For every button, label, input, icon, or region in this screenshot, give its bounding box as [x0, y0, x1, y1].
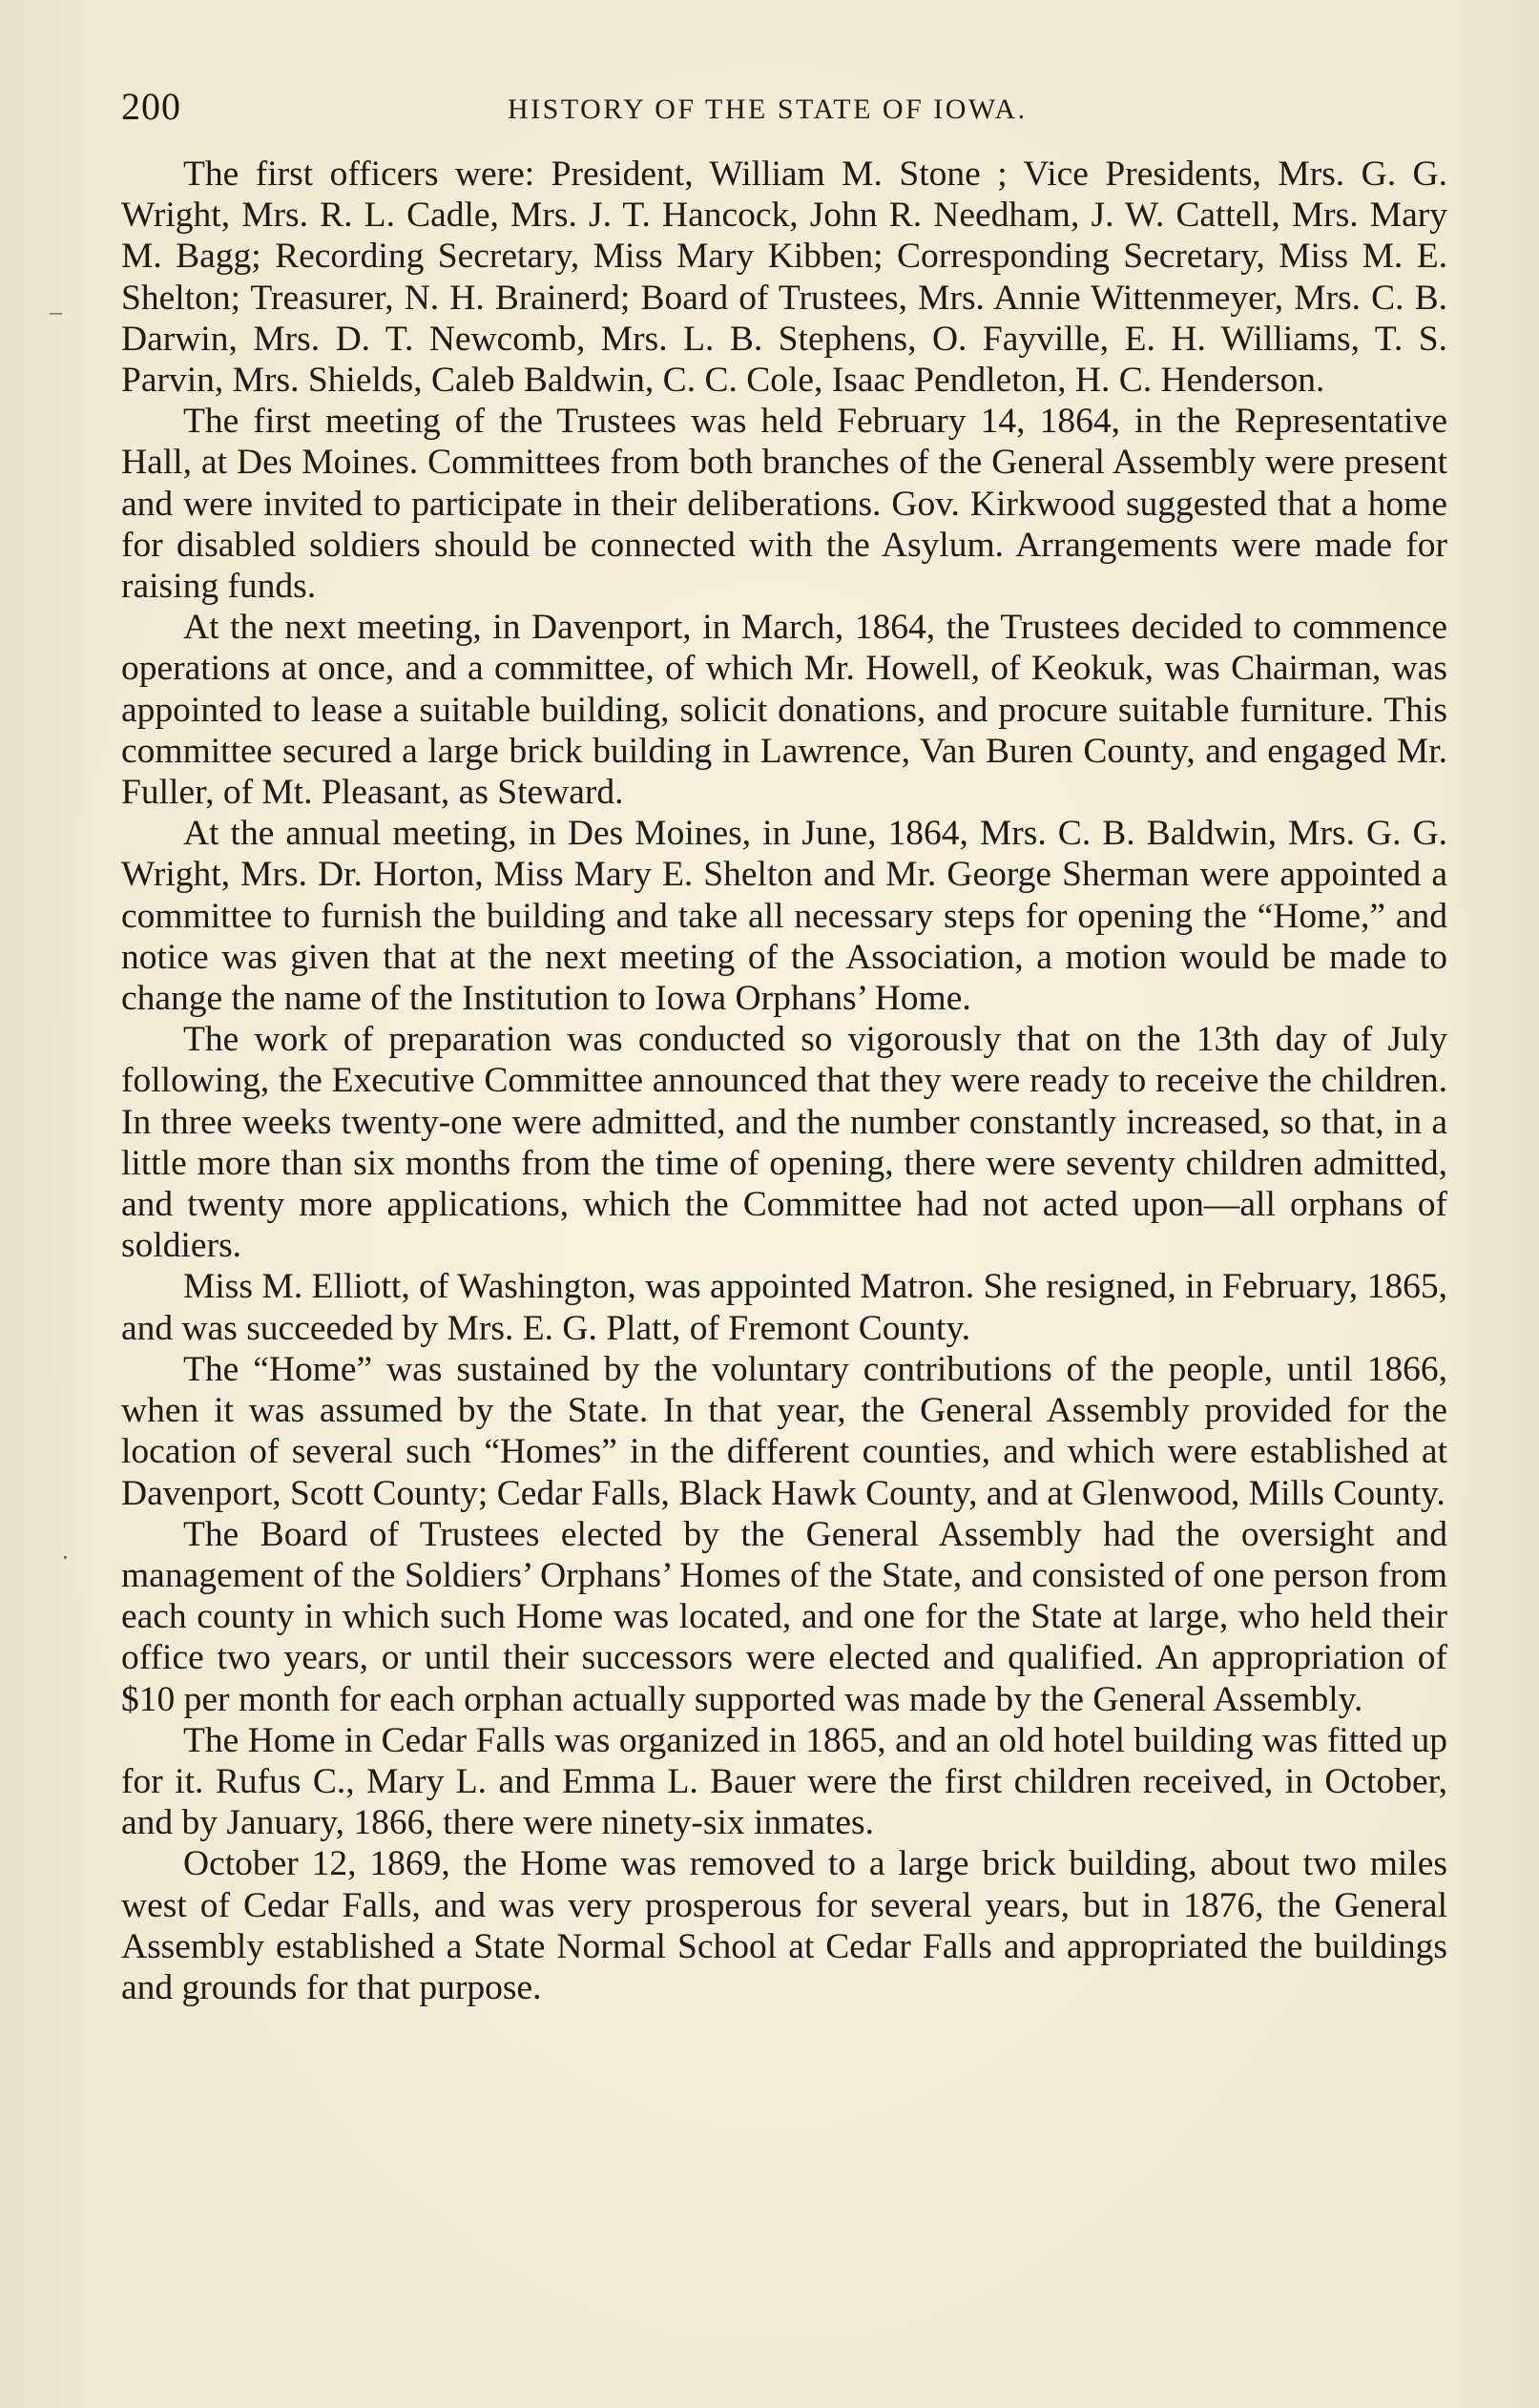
paragraph-board-of-trustees: The Board of Trustees elected by the General Assembly had the oversight and management of the Soldiers’ Orphans’ Homes of the State, and consisted of one person from each county in which such Home was located, and one for the State at large, who held their office two years, or until their successors were elected and qualified. An appropriation of $10 per month for each orphan actually supported was made by the General Assembly.: [121, 1514, 1447, 1719]
running-head: [121, 84, 1447, 132]
paragraph-home-removed: October 12, 1869, the Home was removed to a large brick building, about two miles west of Cedar Falls, and was very prosperous for several years, but in 1876, the General Assembly established a State Normal School at Cedar Falls and appropriated the buildings and grounds for that purpose.: [121, 1844, 1447, 2007]
running-title: HISTORY OF THE STATE OF IOWA.: [508, 93, 1028, 125]
body-text: [121, 154, 1447, 2008]
paragraph-first-officers: The first officers were: President, William M. Stone ; Vice Presidents, Mrs. G. G. Wright, Mrs. R. L. Cadle, Mrs. J. T. Hancock, John R. Needham, J. W. Cattell, Mrs. Mary M. Bagg; Recording Secretary, Miss Mary Kibben; Corresponding Secretary, Miss M. E. Shelton; Treasurer, N. H. Brainerd; Board of Trustees, Mrs. Annie Wittenmeyer, Mrs. C. B. Darwin, Mrs. D. T. Newcomb, Mrs. L. B. Stephens, O. Fayville, E. H. Williams, T. S. Parvin, Mrs. Shields, Caleb Baldwin, C. C. Cole, Isaac Pendleton, H. C. Henderson.: [121, 155, 1447, 401]
paragraph-preparation: The work of preparation was conducted so vigorously that on the 13th day of July following, the Executive Committee announced that they were ready to receive the children. In three weeks twenty-one were admitted, and the number constantly increased, so that, in a little more than six months from the time of opening, there were seventy children admitted, and twenty more applications, which the Committee had not acted upon—all orphans of soldiers.: [121, 1020, 1447, 1266]
paragraph-davenport-meeting: At the next meeting, in Davenport, in March, 1864, the Trustees decided to commence operations at once, and a committee, of which Mr. Howell, of Keokuk, was Chairman, was appointed to lease a suitable building, solicit donations, and procure suitable furniture. This committee secured a large brick building in Lawrence, Van Buren County, and engaged Mr. Fuller, of Mt. Pleasant, as Steward.: [121, 608, 1447, 813]
paragraph-first-meeting: The first meeting of the Trustees was held February 14, 1864, in the Representative Hall, at Des Moines. Committees from both branches of the General Assembly were present and were invited to participate in their deliberations. Gov. Kirkwood suggested that a home for disabled soldiers should be connected with the Asylum. Arrangements were made for raising funds.: [121, 402, 1447, 607]
paragraph-matron: Miss M. Elliott, of Washington, was appointed Matron. She resigned, in February, 1865, and was succeeded by Mrs. E. G. Platt, of Fremont County.: [121, 1267, 1447, 1348]
page-number: 200: [121, 85, 181, 128]
margin-dash-mark: –: [50, 298, 62, 325]
paragraph-home-sustained: The “Home” was sustained by the voluntary contributions of the people, until 1866, when it was assumed by the State. In that year, the General Assembly provided for the location of several such “Homes” in the different counties, and which were established at Davenport, Scott County; Cedar Falls, Black Hawk County, and at Glenwood, Mills County.: [121, 1349, 1447, 1513]
paragraph-cedar-falls-home: The Home in Cedar Falls was organized in 1865, and an old hotel building was fitted up for it. Rufus C., Mary L. and Emma L. Bauer were the first children received, in October, and by January, 1866, there were ninety-six inmates.: [121, 1720, 1447, 1843]
paragraph-annual-meeting: At the annual meeting, in Des Moines, in June, 1864, Mrs. C. B. Baldwin, Mrs. G. G. Wright, Mrs. Dr. Horton, Miss Mary E. Shelton and Mr. George Sherman were appointed a committee to furnish the building and take all necessary steps for opening the “Home,” and notice was given that at the next meeting of the Association, a motion would be made to change the name of the Institution to Iowa Orphans’ Home.: [121, 814, 1447, 1019]
margin-dot-mark: ·: [61, 1544, 70, 1571]
